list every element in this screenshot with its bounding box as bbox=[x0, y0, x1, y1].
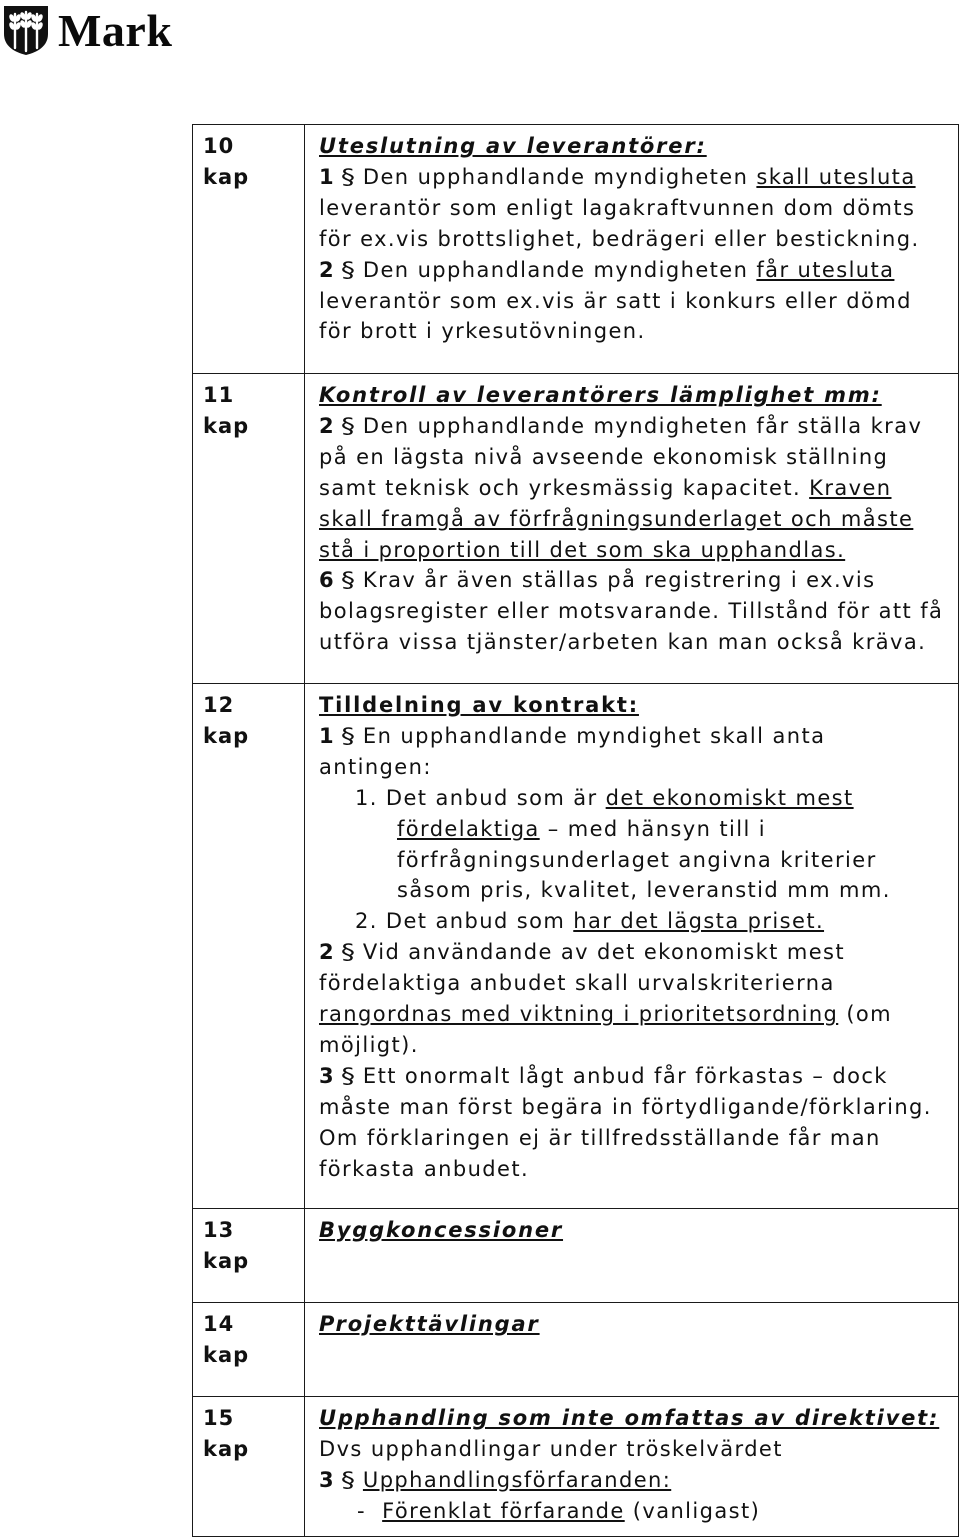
text-line bbox=[319, 565, 948, 596]
text-line: såsom pris, kvalitet, leveranstid mm mm. bbox=[397, 878, 891, 903]
text-line: stå i proportion till det som ska upphandlas. bbox=[319, 537, 846, 562]
text-line bbox=[319, 999, 948, 1030]
text-line: fördelaktiga anbudet skall urvalskriterierna bbox=[319, 971, 835, 996]
text-line: 1 bbox=[319, 164, 336, 189]
text-line: Förenklat förfarande bbox=[382, 1498, 625, 1523]
text-line bbox=[319, 162, 948, 193]
text-line: 10 bbox=[203, 134, 235, 158]
table-row bbox=[193, 1209, 959, 1303]
text-line: kap bbox=[203, 1437, 250, 1461]
text-line: Den upphandlande myndigheten bbox=[362, 164, 757, 189]
table-row bbox=[193, 1303, 959, 1397]
chapter-label bbox=[193, 1303, 305, 1397]
section-icon: § bbox=[340, 164, 358, 189]
text-line: kap bbox=[203, 165, 250, 189]
text-line: rangordnas med viktning i prioritetsordning bbox=[319, 1002, 839, 1027]
section-icon: § bbox=[340, 1467, 358, 1492]
text-line: utföra vissa tjänster/arbeten kan man också kräva. bbox=[319, 630, 927, 655]
chapter-heading: Tilldelning av kontrakt: bbox=[319, 693, 639, 717]
chapter-heading: Uteslutning av leverantörer: bbox=[319, 134, 707, 158]
text-line: Dvs upphandlingar under tröskelvärdet bbox=[319, 1436, 783, 1461]
section-icon: § bbox=[340, 723, 358, 748]
text-line: skall framgå av förfrågningsunderlaget och måste bbox=[319, 506, 914, 531]
text-line: Ett onormalt lågt anbud får förkastas – dock bbox=[362, 1063, 888, 1088]
text-line: Om förklaringen ej är tillfredsställande får man bbox=[319, 1125, 881, 1150]
chapter-heading: Byggkoncessioner bbox=[319, 1218, 564, 1242]
text-line: bolagsregister eller motsvarande. Tillstånd för att få bbox=[319, 599, 944, 624]
text-line: samt teknisk och yrkesmässig kapacitet. bbox=[319, 475, 810, 500]
text-line bbox=[319, 1061, 948, 1092]
text-line: 15 bbox=[203, 1406, 235, 1430]
chapter-content bbox=[305, 1397, 959, 1537]
text-line bbox=[319, 906, 948, 937]
text-line: 14 bbox=[203, 1312, 235, 1336]
chapter-label bbox=[193, 1397, 305, 1537]
text-line bbox=[319, 411, 948, 442]
text-line: Kraven bbox=[809, 475, 892, 500]
text-line: på en lägsta nivå avseende ekonomisk ställning bbox=[319, 444, 889, 469]
text-line: får utesluta bbox=[756, 257, 895, 282]
text-line: leverantör som enligt lagakraftvunnen dom dömts bbox=[319, 195, 916, 220]
page-header bbox=[0, 0, 172, 60]
chapter-content bbox=[305, 125, 959, 374]
table-row bbox=[193, 125, 959, 374]
text-line: kap bbox=[203, 724, 250, 748]
section-icon: § bbox=[340, 257, 358, 282]
text-line: 3 bbox=[319, 1063, 336, 1088]
text-line: 13 bbox=[203, 1218, 235, 1242]
chapter-label bbox=[193, 1209, 305, 1303]
text-line: det ekonomiskt mest bbox=[605, 785, 854, 810]
chapter-heading: Upphandling som inte omfattas av direktivet: bbox=[319, 1406, 940, 1430]
text-line: möjligt). bbox=[319, 1032, 419, 1057]
text-line: Den upphandlande myndigheten får ställa krav bbox=[362, 413, 923, 438]
text-line bbox=[319, 783, 948, 814]
text-line: kap bbox=[203, 1343, 250, 1367]
section-icon: § bbox=[340, 1063, 358, 1088]
text-line bbox=[319, 1465, 948, 1496]
text-line: 2 bbox=[319, 257, 336, 282]
text-line: Den upphandlande myndigheten bbox=[362, 257, 757, 282]
wheat-shield-icon bbox=[2, 4, 50, 56]
text-line: Det anbud som bbox=[385, 909, 574, 934]
text-line: 2. bbox=[355, 909, 378, 934]
text-line: antingen: bbox=[319, 754, 432, 779]
text-line: för ex.vis brottslighet, bedrägeri eller bestickning. bbox=[319, 226, 920, 251]
text-line: leverantör som ex.vis är satt i konkurs eller dömd bbox=[319, 288, 912, 313]
chapter-label bbox=[193, 684, 305, 1209]
chapter-table bbox=[192, 124, 959, 1537]
chapter-content bbox=[305, 1303, 959, 1397]
table-row bbox=[193, 684, 959, 1209]
text-line bbox=[319, 721, 948, 752]
text-line: (om bbox=[838, 1002, 893, 1027]
table-row bbox=[193, 374, 959, 684]
text-line: 2 bbox=[319, 940, 336, 965]
text-line: Krav år även ställas på registrering i ex.vis bbox=[362, 568, 876, 593]
text-line: för brott i yrkesutövningen. bbox=[319, 319, 646, 344]
text-line: har det lägsta priset. bbox=[573, 909, 825, 934]
text-line: måste man först begära in förtydligande/förklaring. bbox=[319, 1094, 932, 1119]
text-line: Upphandlingsförfaranden: bbox=[362, 1467, 672, 1492]
text-line: kap bbox=[203, 1249, 250, 1273]
chapter-content bbox=[305, 1209, 959, 1303]
section-icon: § bbox=[340, 568, 358, 593]
section-icon: § bbox=[340, 940, 358, 965]
text-line: 3 bbox=[319, 1467, 336, 1492]
text-line: skall utesluta bbox=[756, 164, 916, 189]
text-line: 6 bbox=[319, 568, 336, 593]
chapter-heading: Projekttävlingar bbox=[319, 1312, 540, 1336]
text-line: förfrågningsunderlaget angivna kriterier bbox=[397, 847, 877, 872]
text-line: Det anbud som är bbox=[385, 785, 606, 810]
chapter-content bbox=[305, 374, 959, 684]
table-row bbox=[193, 1397, 959, 1537]
chapter-heading: Kontroll av leverantörers lämplighet mm: bbox=[319, 383, 882, 407]
text-line: förkasta anbudet. bbox=[319, 1156, 530, 1181]
text-line bbox=[319, 937, 948, 968]
text-line: fördelaktiga bbox=[397, 816, 540, 841]
text-line: kap bbox=[203, 414, 250, 438]
text-line bbox=[319, 473, 948, 504]
text-line: (vanligast) bbox=[624, 1498, 761, 1523]
text-line: – med hänsyn till i bbox=[539, 816, 767, 841]
chapter-content bbox=[305, 684, 959, 1209]
text-line: En upphandlande myndighet skall anta bbox=[362, 723, 826, 748]
text-line: 1 bbox=[319, 723, 336, 748]
text-line: 11 bbox=[203, 383, 235, 407]
text-line: 12 bbox=[203, 693, 235, 717]
text-line: 1. bbox=[355, 785, 378, 810]
text-line bbox=[319, 814, 948, 845]
chapter-label bbox=[193, 125, 305, 374]
text-line bbox=[319, 255, 948, 286]
text-line: Vid användande av det ekonomiskt mest bbox=[362, 940, 846, 965]
chapter-label bbox=[193, 374, 305, 684]
section-icon: § bbox=[340, 413, 358, 438]
brand-name: Mark bbox=[58, 4, 173, 56]
text-line: 2 bbox=[319, 413, 336, 438]
text-line: - bbox=[357, 1498, 366, 1523]
